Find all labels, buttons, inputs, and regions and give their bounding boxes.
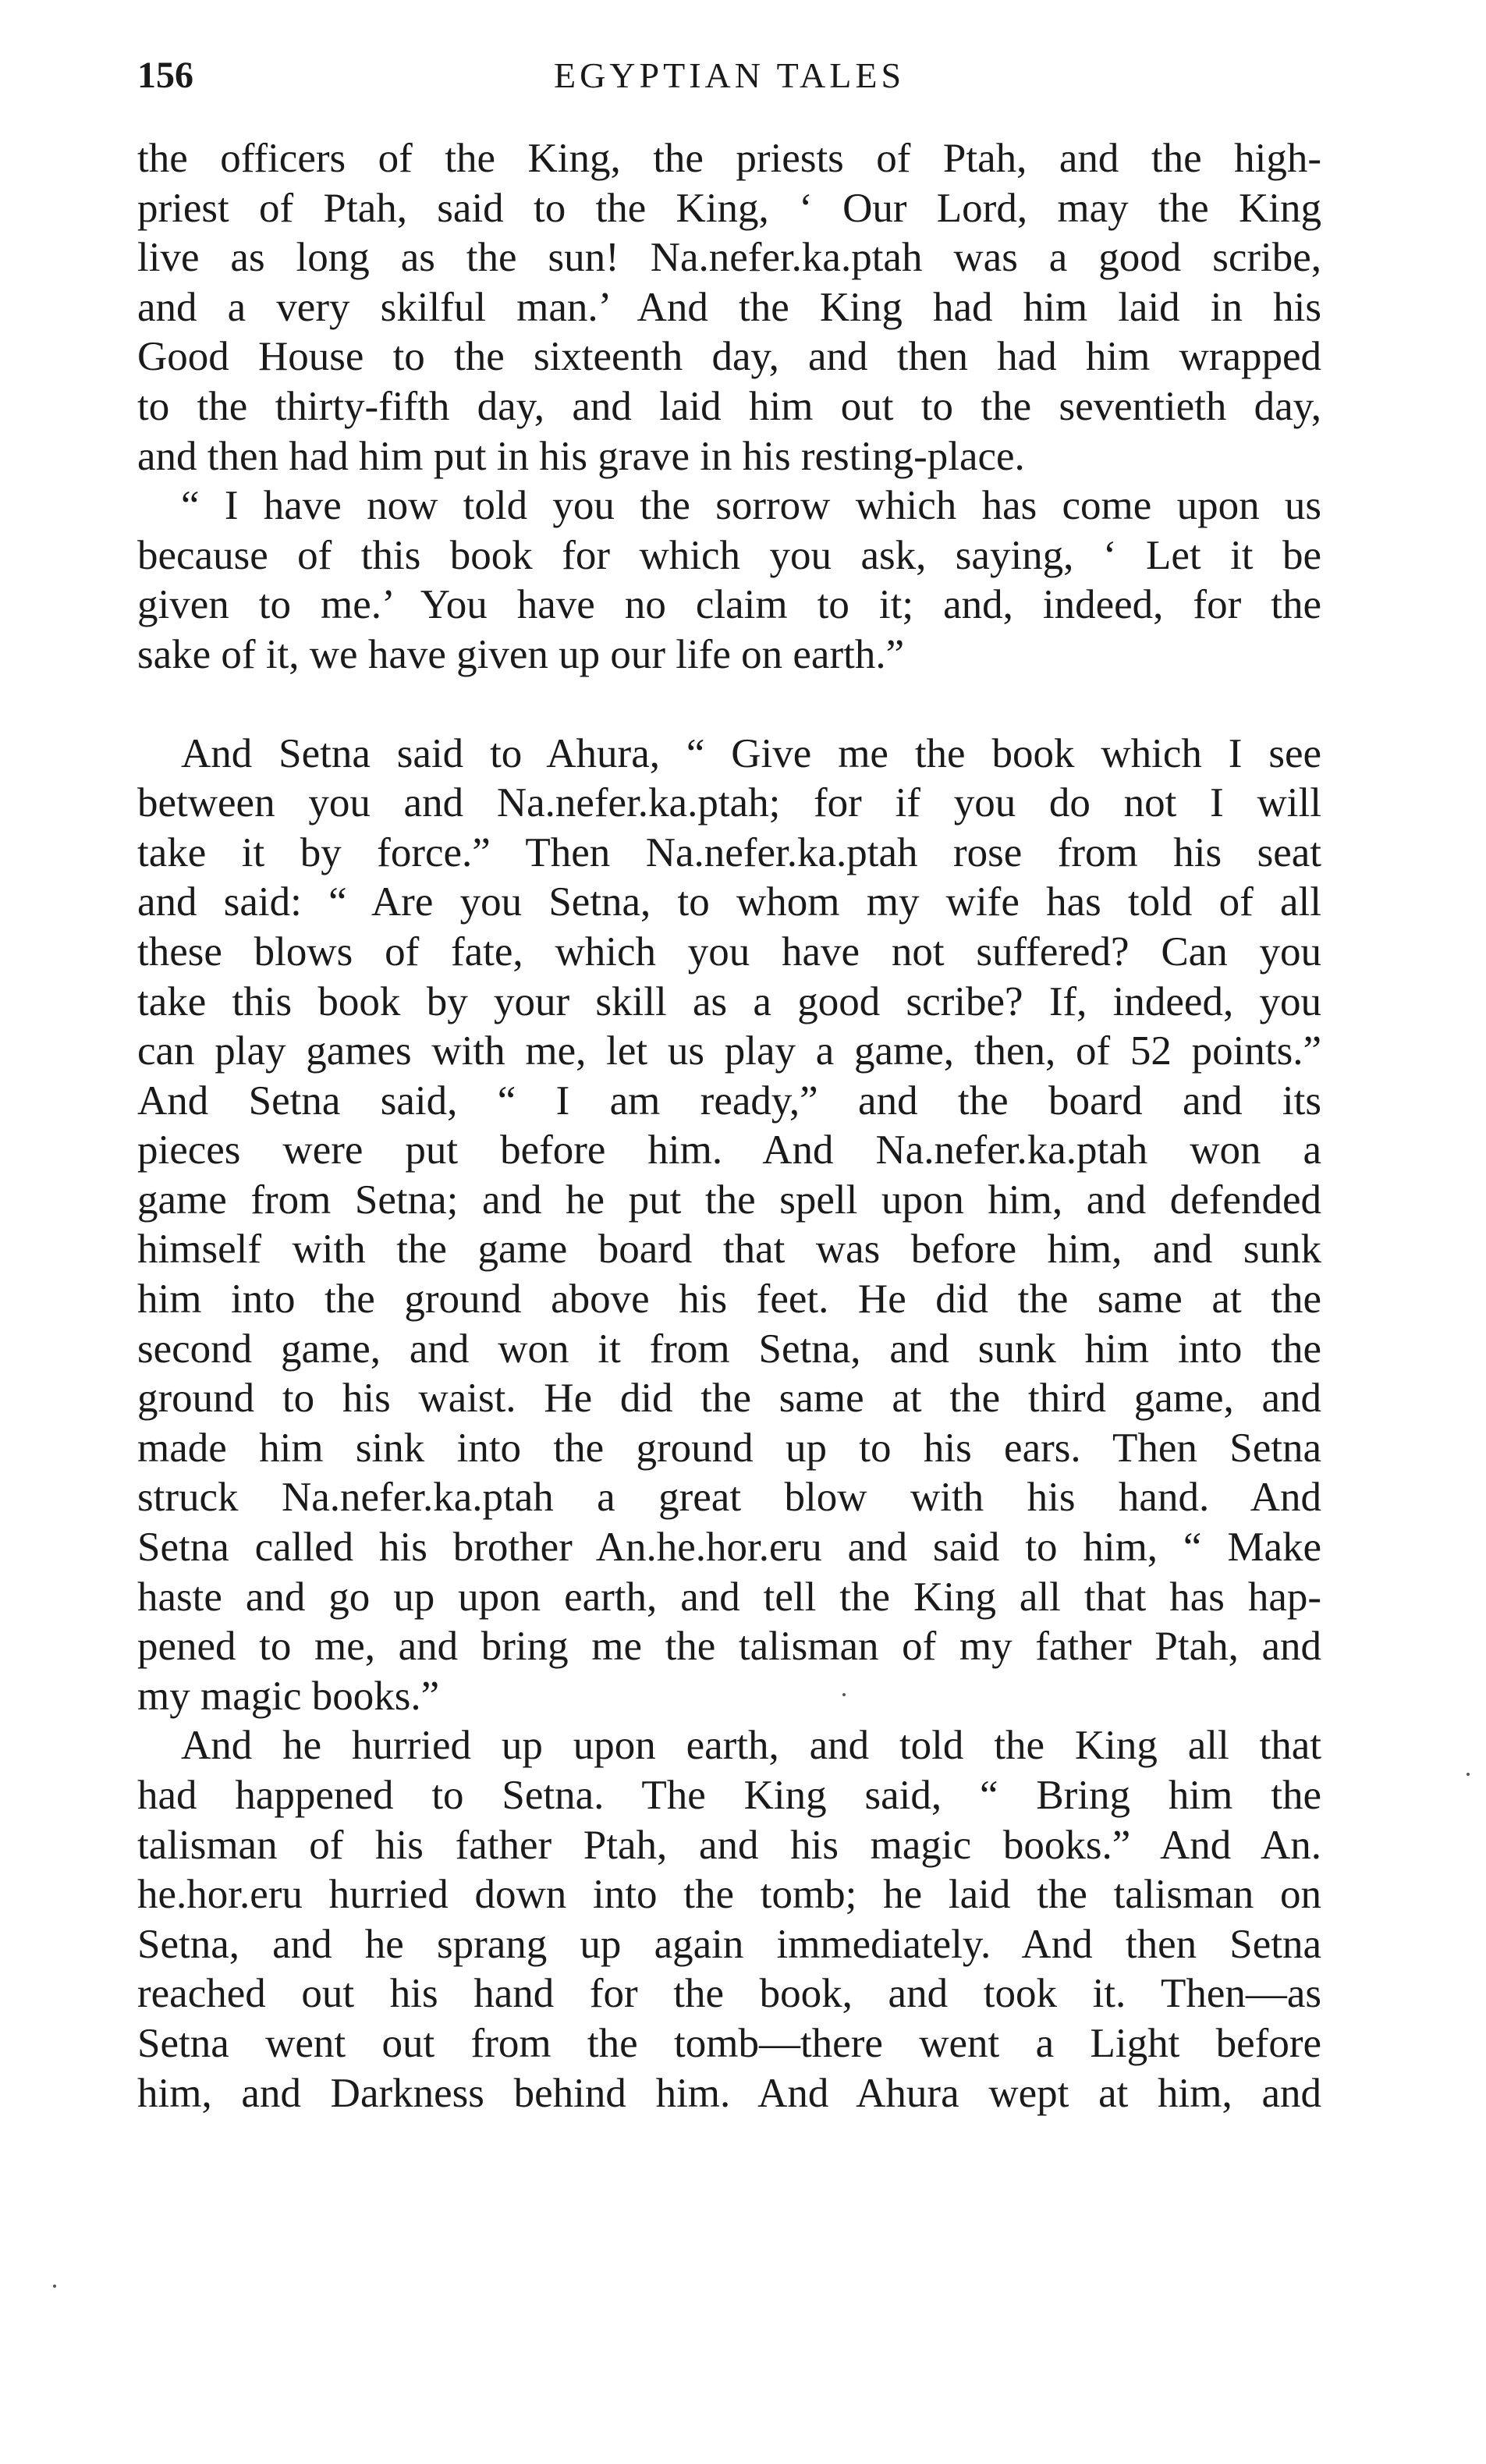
text-line: Setna called his brother An.he.hor.eru and said to him, “ Make [137, 1525, 1321, 1571]
text-line: between you and Na.nefer.ka.ptah; for if you do not I will [137, 780, 1321, 826]
text-line: Good House to the sixteenth day, and then had him wrapped [137, 334, 1321, 380]
text-line: reached out his hand for the book, and took it. Then—as [137, 1971, 1321, 2017]
paragraph [137, 730, 1321, 1722]
text-line: live as long as the sun! Na.nefer.ka.ptah was a good scribe, [137, 235, 1321, 281]
text-line: him into the ground above his feet. He did the same at the [137, 1276, 1321, 1323]
text-line: him, and Darkness behind him. And Ahura wept at him, and [137, 2070, 1321, 2116]
text-line: these blows of fate, which you have not suffered? Can you [137, 928, 1321, 975]
text-line: to the thirty-fifth day, and laid him out to the seventieth day, [137, 383, 1321, 429]
text-line: sake of it, we have given up our life on earth.” [137, 631, 905, 677]
text-line: himself with the game board that was before him, and sunk [137, 1227, 1321, 1273]
text-line: given to me.’ You have no claim to it; and, indeed, for the [137, 582, 1321, 628]
running-head: EGYPTIAN TALES [553, 55, 906, 95]
text-line: pened to me, and bring me the talisman of my father Ptah, and [137, 1624, 1321, 1670]
scan-speck [53, 2285, 56, 2288]
text-line: he.hor.eru hurried down into the tomb; he laid the talisman on [137, 1872, 1321, 1918]
paragraph [137, 134, 1321, 481]
text-line: can play games with me, let us play a game, then, of 52 points.” [137, 1028, 1321, 1074]
text-line: had happened to Setna. The King said, “ Bring him the [137, 1773, 1321, 1818]
text-line: the officers of the King, the priests of Ptah, and the high- [137, 136, 1321, 181]
text-line: And he hurried up upon earth, and told the King all that [181, 1723, 1321, 1769]
text-line: Setna went out from the tomb—there went a Light before [137, 2020, 1321, 2066]
text-line: And Setna said, “ I am ready,” and the board and its [137, 1078, 1321, 1124]
text-line: second game, and won it from Setna, and sunk him into the [137, 1326, 1321, 1372]
text-line: priest of Ptah, said to the King, ‘ Our Lord, may the King [137, 185, 1321, 231]
text-line: game from Setna; and he put the spell upon him, and defended [137, 1177, 1321, 1223]
text-line: struck Na.nefer.ka.ptah a great blow with his hand. And [137, 1475, 1321, 1521]
scan-speck [842, 1693, 846, 1696]
paragraph [137, 1721, 1321, 2118]
text-line: And Setna said to Ahura, “ Give me the book which I see [181, 730, 1321, 776]
paragraph [137, 481, 1321, 680]
text-line: take this book by your skill as a good scribe? If, indeed, you [137, 978, 1321, 1024]
text-line: take it by force.” Then Na.nefer.ka.ptah rose from his seat [137, 829, 1321, 875]
scan-speck [1466, 1773, 1470, 1776]
text-line: talisman of his father Ptah, and his magic books.” And An. [137, 1822, 1321, 1868]
text-line: my magic books.” [137, 1673, 440, 1719]
section-break [137, 680, 1321, 730]
text-line: made him sink into the ground up to his ears. Then Setna [137, 1425, 1321, 1471]
text-line: and said: “ Are you Setna, to whom my wife has told of all [137, 879, 1321, 925]
text-line: because of this book for which you ask, saying, ‘ Let it be [137, 532, 1321, 578]
body-text [137, 134, 1321, 2118]
text-line: and then had him put in his grave in his resting-place. [137, 433, 1025, 479]
text-line: Setna, and he sprang up again immediately. And then Setna [137, 1921, 1321, 1967]
text-line: and a very skilful man.’ And the King had him laid in his [137, 284, 1321, 330]
page-header [137, 48, 1321, 103]
text-line: pieces were put before him. And Na.nefer.ka.ptah won a [137, 1127, 1321, 1173]
text-line: ground to his waist. He did the same at the third game, and [137, 1376, 1321, 1422]
text-line: “ I have now told you the sorrow which has come upon us [181, 483, 1321, 529]
page-number: 156 [137, 55, 193, 96]
text-line: haste and go up upon earth, and tell the King all that has hap- [137, 1574, 1321, 1620]
